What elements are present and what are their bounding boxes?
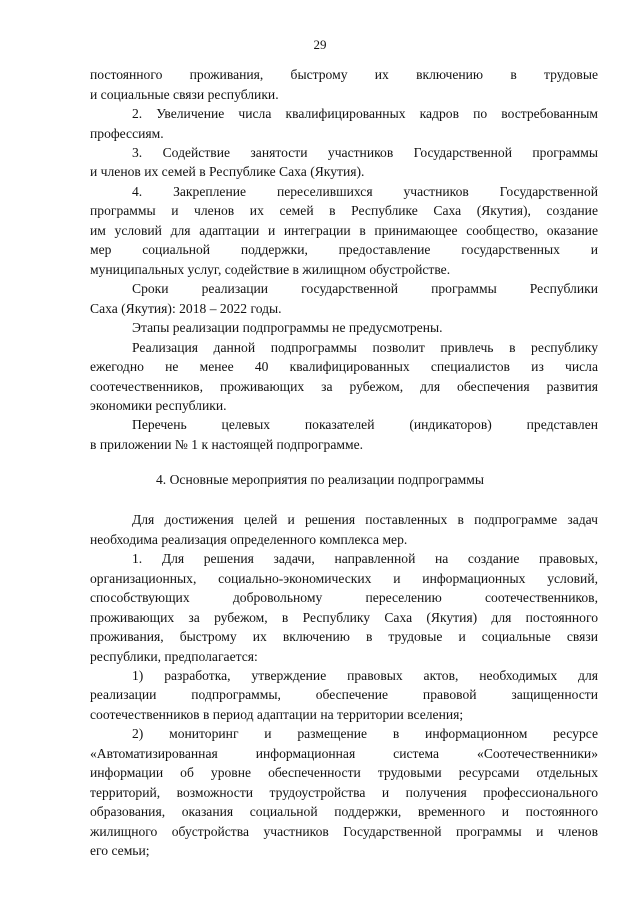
text-line: территорий, возможности трудоустройства и получения профессионального xyxy=(90,785,598,800)
text-line: образования, оказания социальной поддержки, временного и постоянного xyxy=(90,804,598,819)
text-line: ежегодно не менее 40 квалифицированных специалистов из числа xyxy=(90,359,598,374)
text-line: способствующих добровольному переселению соотечественников, xyxy=(90,590,598,605)
text-line: «Автоматизированная информационная система «Соотечественники» xyxy=(90,746,598,761)
text-line: муниципальных услуг, содействие в жилищном обустройстве. xyxy=(90,262,451,277)
text-line: Для достижения целей и решения поставленных в подпрограмме задач xyxy=(132,512,598,527)
text-line: республики, предполагается: xyxy=(90,649,258,664)
text-line: реализации подпрограммы, обеспечение правовой защищенности xyxy=(90,687,598,702)
text-line: проживающих за рубежом, в Республику Саха (Якутия) для постоянного xyxy=(90,610,598,625)
text-line: мер социальной поддержки, предоставление государственных и xyxy=(90,242,598,257)
text-line: и членов их семей в Республике Саха (Якутия). xyxy=(90,164,365,179)
text-line: экономики республики. xyxy=(90,398,227,413)
text-line: 2) мониторинг и размещение в информационном ресурсе xyxy=(132,726,598,741)
text-line: и социальные связи республики. xyxy=(90,87,279,102)
text-line: им условий для адаптации и интеграции в принимающее сообщество, оказание xyxy=(90,223,598,238)
text-line: необходима реализация определенного комплекса мер. xyxy=(90,532,408,547)
text-line: жилищного обустройства участников Государственной программы и членов xyxy=(90,824,598,839)
text-line: постоянного проживания, быстрому их включению в трудовые xyxy=(90,67,598,82)
text-line: программы и членов их семей в Республике Саха (Якутия), создание xyxy=(90,203,598,218)
text-line: соотечественников в период адаптации на территории вселения; xyxy=(90,707,464,722)
text-line: профессиям. xyxy=(90,126,164,141)
text-line: 3. Содействие занятости участников Государственной программы xyxy=(132,145,598,160)
text-line: 1. Для решения задачи, направленной на создание правовых, xyxy=(132,551,598,566)
text-line: 4. Закрепление переселившихся участников Государственной xyxy=(132,184,598,199)
text-line: Этапы реализации подпрограммы не предусмотрены. xyxy=(132,320,443,335)
text-line: Перечень целевых показателей (индикаторов) представлен xyxy=(132,417,598,432)
text-line: его семьи; xyxy=(90,843,150,858)
text-line: организационных, социально-экономических и информационных условий, xyxy=(90,571,598,586)
section-heading: 4. Основные мероприятия по реализации подпрограммы xyxy=(156,472,484,487)
text-line: Сроки реализации государственной программы Республики xyxy=(132,281,598,296)
text-line: соотечественников, проживающих за рубежом, для обеспечения развития xyxy=(90,379,598,394)
text-line: проживания, быстрому их включению в трудовые и социальные связи xyxy=(90,629,598,644)
text-line: Реализация данной подпрограммы позволит привлечь в республику xyxy=(132,340,598,355)
text-line: Саха (Якутия): 2018 – 2022 годы. xyxy=(90,301,282,316)
text-line: 2. Увеличение числа квалифицированных кадров по востребованным xyxy=(132,106,598,121)
text-line: информации об уровне обеспеченности трудовыми ресурсами отдельных xyxy=(90,765,598,780)
text-line: в приложении № 1 к настоящей подпрограмме. xyxy=(90,437,364,452)
page-number: 29 xyxy=(313,37,327,52)
text-line: 1) разработка, утверждение правовых актов, необходимых для xyxy=(132,668,598,683)
